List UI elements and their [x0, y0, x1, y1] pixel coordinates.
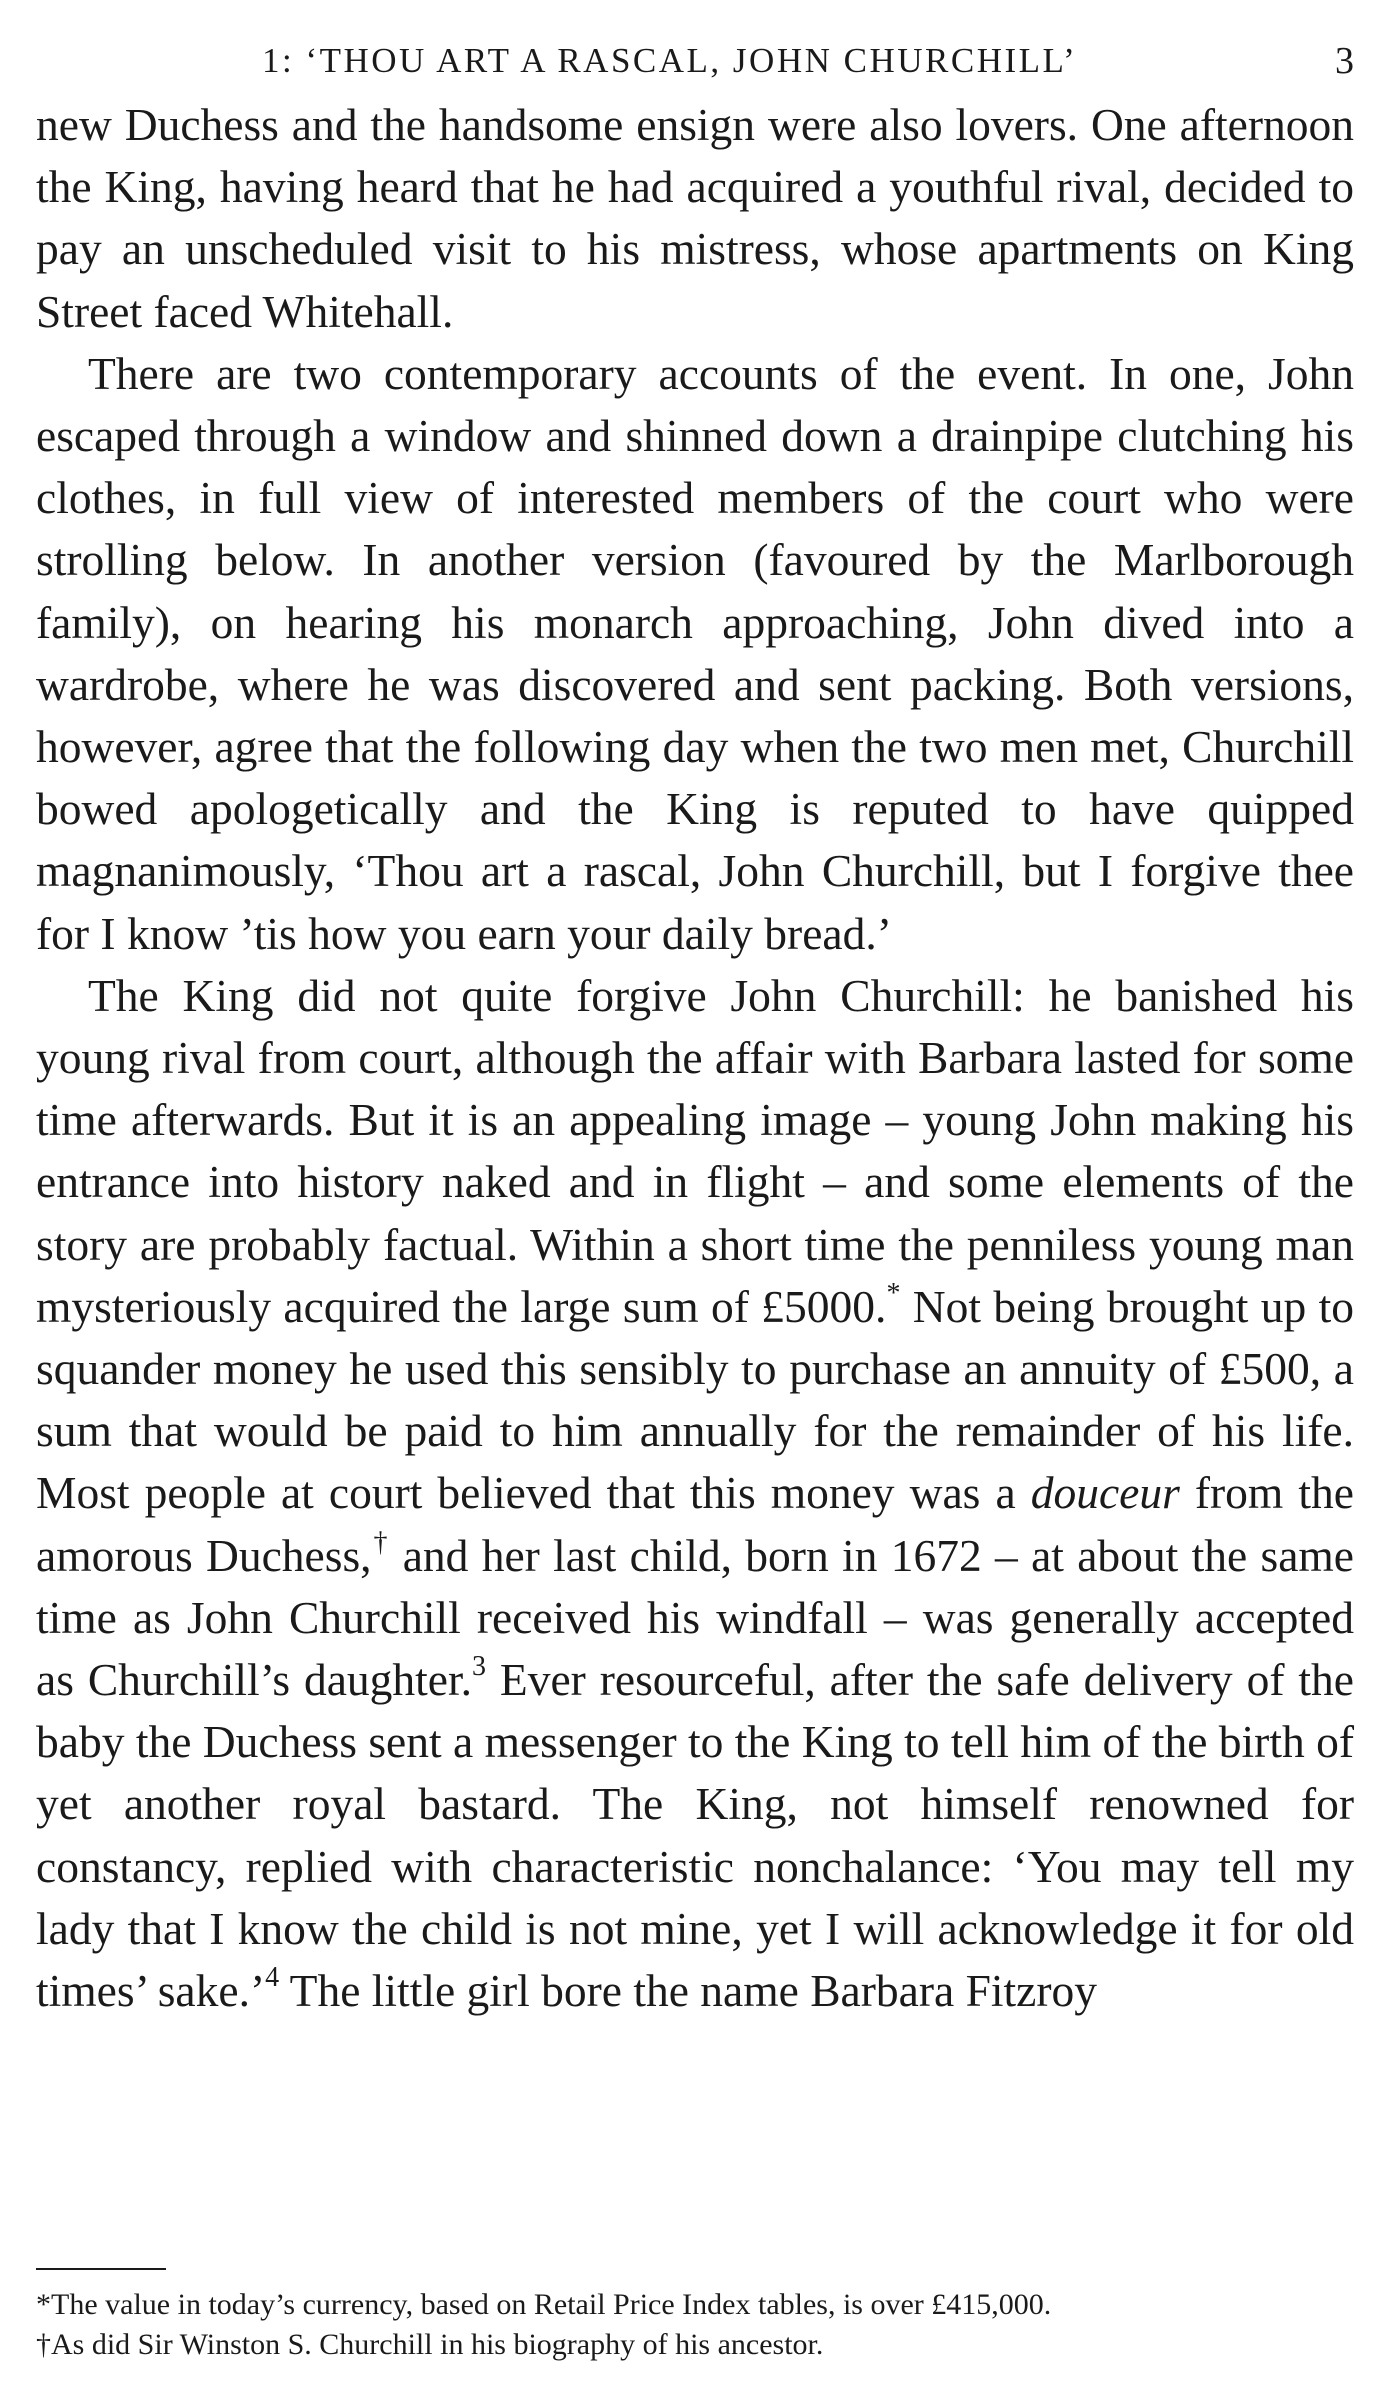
- text-run: Not being brought up to squander money he used this sensibly to purchase an annuity of £500, a sum that would be paid to him annually for the remainder of his life. Most people at court believed that this money was a: [36, 1280, 1354, 1519]
- footnote-asterisk: *The value in today’s currency, based on Retail Price Index tables, is over £415,000.: [36, 2288, 1052, 2321]
- footnote-marker-dagger: †: [371, 1526, 390, 1558]
- running-head: [36, 36, 1354, 86]
- italic-term: douceur: [1030, 1467, 1180, 1519]
- paragraph-two-accounts: There are two contemporary accounts of the event. In one, John escaped through a window and shinned down a drainpipe clutching his clothes, in full view of interested members of the court who were strolling below. In another version (favoured by the Marlborough family), on hearing his monarch approaching, John dived into a wardrobe, where he was discovered and sent packing. Both versions, however, agree that the following day when the two men met, Churchill bowed apologetically and the King is reputed to have quipped magnanimously, ‘Thou art a rascal, John Churchill, but I forgive thee for I know ’tis how you earn your daily bread.’: [36, 347, 1354, 959]
- body-text: [36, 94, 1354, 2022]
- text-run: from the amorous Duchess,: [36, 1467, 1354, 1581]
- footnotes: [36, 2285, 1354, 2365]
- page-number: 3: [1335, 40, 1354, 82]
- text-run: and her last child, born in 1672 – at about the same time as John Churchill received his windfall – was generally accepted as Churchill’s daughter.: [36, 1529, 1355, 1706]
- endnote-marker-3: 3: [472, 1651, 487, 1683]
- endnote-marker-4: 4: [265, 1962, 280, 1994]
- footnote-dagger: †As did Sir Winston S. Churchill in his biography of his ancestor.: [36, 2328, 824, 2361]
- footnote-divider: [36, 2268, 166, 2270]
- footnote-marker-asterisk: *: [886, 1277, 901, 1309]
- text-run: The little girl bore the name Barbara Fitzroy: [279, 1965, 1097, 2017]
- book-page: [36, 0, 1354, 2386]
- paragraph-continued: new Duchess and the handsome ensign were also lovers. One afternoon the King, having heard that he had acquired a youthful rival, decided to pay an unscheduled visit to his mistress, whose apartments on King Street faced Whitehall.: [36, 99, 1354, 337]
- text-run: Ever resourceful, after the safe delivery of the baby the Duchess sent a messenger to the King to tell him of the birth of yet another royal bastard. The King, not himself renowned for constancy, replied with characteristic nonchalance: ‘You may tell my lady that I know the child is not mine, yet I will acknowledge it for old times’ sake.’: [36, 1654, 1355, 2017]
- paragraph-king-forgives: [36, 965, 1354, 2022]
- chapter-title: 1: ‘THOU ART A RASCAL, JOHN CHURCHILL’: [262, 41, 1078, 80]
- text-run: The King did not quite forgive John Churchill: he banished his young rival from court, although the affair with Barbara lasted for some time afterwards. But it is an appealing image – young John making his entrance into history naked and in flight – and some elements of the story are probably factual. Within a short time the penniless young man mysteriously acquired the large sum of £5000.: [36, 969, 1354, 1332]
